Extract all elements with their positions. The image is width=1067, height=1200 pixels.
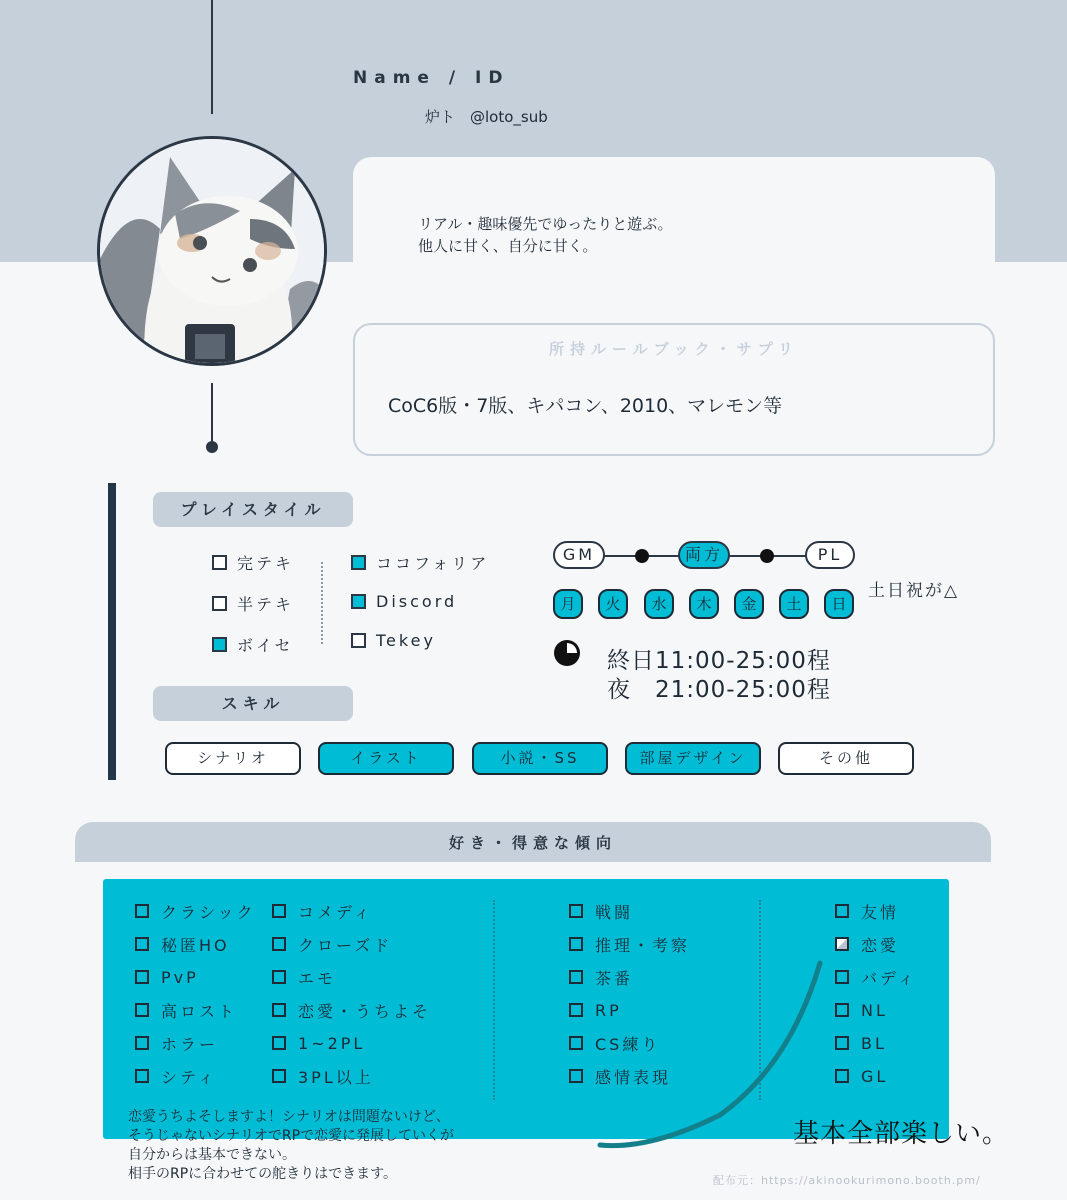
- checkbox-icon[interactable]: [272, 937, 286, 951]
- likes-column-4: [835, 901, 917, 1086]
- skill-illust[interactable]: イラスト: [318, 742, 454, 775]
- scale-dot[interactable]: [635, 549, 649, 563]
- like-label: 戦闘: [595, 902, 634, 922]
- divider: [321, 562, 323, 644]
- checkbox-icon[interactable]: [569, 970, 583, 984]
- avatar: [97, 136, 327, 366]
- checkbox-icon[interactable]: [272, 1069, 286, 1083]
- like-item[interactable]: [272, 1000, 431, 1020]
- checkbox-icon[interactable]: [135, 904, 149, 918]
- day-wed[interactable]: 水: [644, 589, 674, 619]
- checkbox-icon[interactable]: [351, 633, 366, 648]
- option-label: Tekey: [376, 631, 436, 650]
- like-label: シティ: [161, 1067, 217, 1087]
- like-item[interactable]: [272, 1066, 431, 1086]
- day-tue[interactable]: 火: [598, 589, 628, 619]
- note-line: 恋愛うちよそしますよ！シナリオは問題ないけど、: [128, 1109, 450, 1125]
- checkbox-icon[interactable]: [569, 1069, 583, 1083]
- like-item[interactable]: [272, 934, 431, 954]
- like-item[interactable]: [569, 934, 690, 954]
- skill-room-design[interactable]: 部屋デザイン: [625, 742, 761, 775]
- checkbox-partial-icon[interactable]: [835, 937, 849, 951]
- like-item[interactable]: [569, 901, 690, 921]
- like-label: 感情表現: [595, 1067, 672, 1087]
- time-night: 夜 21:00-25:00程: [607, 677, 831, 703]
- note-line: 相手のRPに合わせての舵きりはできます。: [128, 1166, 398, 1182]
- likes-note: [128, 1108, 454, 1184]
- like-item[interactable]: [835, 934, 917, 954]
- day-thu[interactable]: 木: [689, 589, 719, 619]
- bio-text: [418, 213, 673, 257]
- like-item[interactable]: [272, 1033, 431, 1053]
- holiday-note: 土日祝が△: [868, 581, 960, 601]
- like-item[interactable]: [272, 901, 431, 921]
- checkbox-icon[interactable]: [835, 1003, 849, 1017]
- checkbox-icon[interactable]: [835, 970, 849, 984]
- option-label: 完テキ: [237, 554, 295, 573]
- checkbox-icon[interactable]: [835, 1036, 849, 1050]
- name-value: 炉ト @loto_sub: [425, 108, 548, 126]
- likes-column-1: [135, 901, 256, 1086]
- option-label: 半テキ: [237, 595, 295, 614]
- rulebook-text: CoC6版・7版、キパコン、2010、マレモン等: [388, 395, 783, 417]
- like-item[interactable]: [835, 1066, 917, 1086]
- note-line: 自分からは基本できない。: [128, 1147, 296, 1163]
- scale-both[interactable]: 両方: [678, 541, 730, 569]
- section-accent-bar: [108, 483, 116, 780]
- option-label: ココフォリア: [376, 554, 490, 573]
- like-item[interactable]: [272, 967, 431, 987]
- checkbox-icon[interactable]: [569, 904, 583, 918]
- option-voice[interactable]: [212, 633, 294, 656]
- like-label: GL: [861, 1066, 889, 1086]
- like-item[interactable]: [135, 1066, 256, 1086]
- like-item[interactable]: [835, 967, 917, 987]
- credit-text: 配布元：https://akinookurimono.booth.pm/: [713, 1174, 981, 1187]
- skill-novel[interactable]: 小説・SS: [472, 742, 608, 775]
- like-label: PvP: [161, 967, 199, 987]
- rulebook-title: 所持ルールブック・サプリ: [548, 340, 800, 358]
- day-fri[interactable]: 金: [734, 589, 764, 619]
- option-discord[interactable]: [351, 592, 457, 611]
- checkbox-icon[interactable]: [835, 1069, 849, 1083]
- clock-icon: [553, 639, 581, 667]
- checkbox-icon[interactable]: [135, 937, 149, 951]
- like-label: 1~2PL: [298, 1033, 366, 1053]
- like-label: エモ: [298, 968, 337, 988]
- like-label: 恋愛: [861, 935, 900, 955]
- like-item[interactable]: [835, 1033, 917, 1053]
- playstyle-label: プレイスタイル: [153, 492, 353, 527]
- option-cocofolia[interactable]: [351, 551, 489, 574]
- like-label: BL: [861, 1033, 887, 1053]
- checkbox-icon[interactable]: [272, 970, 286, 984]
- like-label: コメディ: [298, 902, 373, 922]
- like-item[interactable]: [835, 1000, 917, 1020]
- likes-column-2: [272, 901, 431, 1086]
- checkbox-icon[interactable]: [569, 1036, 583, 1050]
- checkbox-icon[interactable]: [272, 1003, 286, 1017]
- name-label: Name / ID: [353, 68, 510, 88]
- option-label: Discord: [376, 592, 458, 611]
- checkbox-icon[interactable]: [135, 1069, 149, 1083]
- checkbox-icon[interactable]: [135, 1003, 149, 1017]
- like-label: クラシック: [161, 902, 256, 922]
- scale-dot[interactable]: [760, 549, 774, 563]
- checkbox-icon[interactable]: [272, 1036, 286, 1050]
- like-label: 友情: [861, 902, 900, 922]
- bio-line: 他人に甘く、自分に甘く。: [418, 237, 598, 255]
- divider: [493, 900, 495, 1100]
- time-allday: 終日11:00-25:00程: [607, 648, 831, 674]
- like-item[interactable]: [135, 901, 256, 921]
- option-label: ボイセ: [237, 636, 294, 655]
- like-item[interactable]: [135, 934, 256, 954]
- like-label: 茶番: [595, 968, 634, 988]
- like-item[interactable]: [135, 967, 256, 987]
- option-kanteki[interactable]: [212, 551, 294, 574]
- like-label: バディ: [861, 968, 917, 988]
- like-item[interactable]: [135, 1000, 256, 1020]
- like-label: 推理・考察: [595, 935, 691, 955]
- cat-illustration-icon: [100, 139, 327, 366]
- checkbox-icon[interactable]: [212, 596, 227, 611]
- checkbox-icon[interactable]: [272, 904, 286, 918]
- checkbox-icon[interactable]: [569, 937, 583, 951]
- like-label: 高ロスト: [161, 1001, 238, 1021]
- like-label: ホラー: [161, 1034, 219, 1054]
- checkbox-checked-icon[interactable]: [351, 594, 366, 609]
- like-label: 恋愛・うちよそ: [298, 1001, 432, 1021]
- likes-title: 好き・得意な傾向: [75, 822, 991, 862]
- like-item[interactable]: [135, 1033, 256, 1053]
- note-line: そうじゃないシナリオでRPで恋愛に発展していくが: [128, 1128, 455, 1144]
- day-mon[interactable]: 月: [553, 589, 583, 619]
- bio-line: リアル・趣味優先でゆったりと遊ぶ。: [418, 215, 673, 233]
- like-label: 3PL以上: [298, 1067, 374, 1087]
- checkbox-icon[interactable]: [569, 1003, 583, 1017]
- checkbox-checked-icon[interactable]: [351, 555, 366, 570]
- option-tekey[interactable]: [351, 631, 436, 650]
- like-item[interactable]: [835, 901, 917, 921]
- skill-scenario[interactable]: シナリオ: [165, 742, 301, 775]
- likes-summary: 基本全部楽しい。: [793, 1119, 1010, 1149]
- checkbox-icon[interactable]: [835, 904, 849, 918]
- checkbox-icon[interactable]: [135, 1036, 149, 1050]
- checkbox-checked-icon[interactable]: [212, 637, 227, 652]
- day-sun[interactable]: 日: [824, 589, 854, 619]
- option-hanteki[interactable]: [212, 592, 294, 615]
- timeline-line-top: [211, 0, 213, 114]
- like-label: 秘匿HO: [161, 935, 230, 955]
- skill-label: スキル: [153, 686, 353, 721]
- like-label: クローズド: [298, 935, 393, 955]
- like-label: RP: [595, 1000, 622, 1020]
- like-label: NL: [861, 1000, 888, 1020]
- scale-gm[interactable]: GM: [553, 541, 605, 569]
- skill-other[interactable]: その他: [778, 742, 914, 775]
- checkbox-icon[interactable]: [135, 970, 149, 984]
- like-label: CS練り: [595, 1034, 661, 1054]
- scale-pl[interactable]: PL: [805, 541, 855, 569]
- timeline-dot: [206, 441, 218, 453]
- checkbox-icon[interactable]: [212, 555, 227, 570]
- timeline-line-bottom: [211, 383, 213, 443]
- day-sat[interactable]: 土: [779, 589, 809, 619]
